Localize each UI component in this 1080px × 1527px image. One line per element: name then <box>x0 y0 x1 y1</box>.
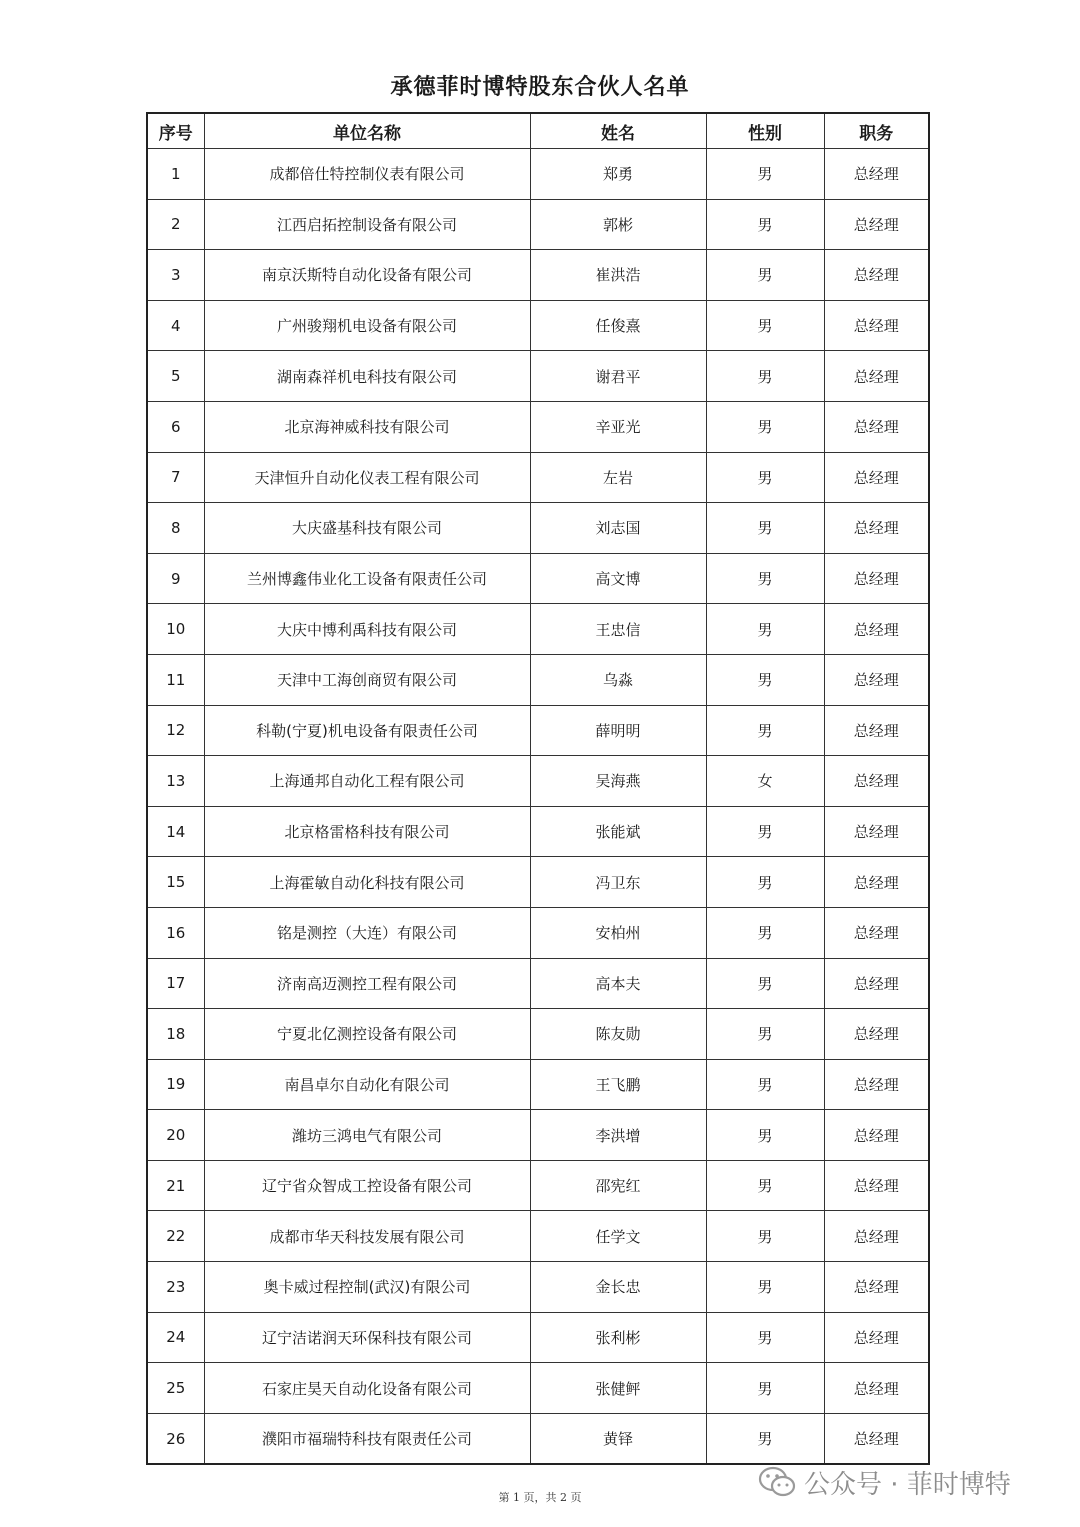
watermark-text: 公众号 · 菲时博特 <box>804 1469 1011 1500</box>
cell-position: 总经理 <box>824 1059 929 1110</box>
cell-name: 吴海燕 <box>530 756 706 807</box>
cell-company: 北京格雷格科技有限公司 <box>204 806 530 857</box>
cell-position: 总经理 <box>824 250 929 301</box>
cell-position: 总经理 <box>824 806 929 857</box>
cell-gender: 男 <box>706 250 824 301</box>
cell-position: 总经理 <box>824 654 929 705</box>
cell-company: 江西启拓控制设备有限公司 <box>204 199 530 250</box>
cell-gender: 男 <box>706 1211 824 1262</box>
cell-index: 22 <box>147 1211 204 1262</box>
table-row <box>147 1363 929 1414</box>
partner-table <box>146 112 930 1465</box>
cell-company: 辽宁省众智成工控设备有限公司 <box>204 1160 530 1211</box>
cell-position: 总经理 <box>824 907 929 958</box>
cell-position: 总经理 <box>824 452 929 503</box>
table-row <box>147 351 929 402</box>
cell-name: 金长忠 <box>530 1262 706 1313</box>
cell-index: 18 <box>147 1009 204 1060</box>
cell-gender: 女 <box>706 756 824 807</box>
cell-company: 奥卡威过程控制(武汉)有限公司 <box>204 1262 530 1313</box>
cell-name: 黄铎 <box>530 1413 706 1464</box>
table-row <box>147 958 929 1009</box>
cell-name: 郭彬 <box>530 199 706 250</box>
cell-position: 总经理 <box>824 705 929 756</box>
cell-name: 刘志国 <box>530 503 706 554</box>
document-title: 承德菲时博特股东合伙人名单 <box>390 75 690 100</box>
cell-name: 高文博 <box>530 553 706 604</box>
cell-index: 26 <box>147 1413 204 1464</box>
cell-name: 崔洪浩 <box>530 250 706 301</box>
cell-gender: 男 <box>706 1363 824 1414</box>
cell-gender: 男 <box>706 1262 824 1313</box>
cell-name: 任学文 <box>530 1211 706 1262</box>
cell-name: 薛明明 <box>530 705 706 756</box>
cell-company: 濮阳市福瑞特科技有限责任公司 <box>204 1413 530 1464</box>
cell-company: 天津中工海创商贸有限公司 <box>204 654 530 705</box>
table-row <box>147 604 929 655</box>
cell-company: 南昌卓尔自动化有限公司 <box>204 1059 530 1110</box>
cell-name: 辛亚光 <box>530 401 706 452</box>
cell-position: 总经理 <box>824 351 929 402</box>
cell-name: 安柏州 <box>530 907 706 958</box>
cell-name: 张健鲆 <box>530 1363 706 1414</box>
cell-company: 兰州博鑫伟业化工设备有限责任公司 <box>204 553 530 604</box>
cell-position: 总经理 <box>824 300 929 351</box>
cell-index: 14 <box>147 806 204 857</box>
cell-gender: 男 <box>706 351 824 402</box>
table-row <box>147 654 929 705</box>
cell-gender: 男 <box>706 452 824 503</box>
cell-name: 王飞鹏 <box>530 1059 706 1110</box>
cell-company: 大庆中博利禹科技有限公司 <box>204 604 530 655</box>
cell-company: 济南高迈测控工程有限公司 <box>204 958 530 1009</box>
cell-position: 总经理 <box>824 401 929 452</box>
cell-gender: 男 <box>706 149 824 200</box>
cell-company: 湖南森祥机电科技有限公司 <box>204 351 530 402</box>
cell-company: 潍坊三鸿电气有限公司 <box>204 1110 530 1161</box>
table-row <box>147 1413 929 1464</box>
cell-position: 总经理 <box>824 553 929 604</box>
cell-company: 铭是测控（大连）有限公司 <box>204 907 530 958</box>
cell-name: 张利彬 <box>530 1312 706 1363</box>
watermark <box>758 1462 1011 1502</box>
table-row <box>147 907 929 958</box>
cell-name: 邵宪红 <box>530 1160 706 1211</box>
cell-gender: 男 <box>706 199 824 250</box>
table-row <box>147 1009 929 1060</box>
cell-index: 3 <box>147 250 204 301</box>
cell-index: 4 <box>147 300 204 351</box>
cell-index: 7 <box>147 452 204 503</box>
cell-name: 陈友勋 <box>530 1009 706 1060</box>
header-company: 单位名称 <box>204 113 530 149</box>
cell-company: 北京海神威科技有限公司 <box>204 401 530 452</box>
table-row <box>147 199 929 250</box>
cell-name: 谢君平 <box>530 351 706 402</box>
cell-gender: 男 <box>706 958 824 1009</box>
table-row <box>147 452 929 503</box>
table-row <box>147 300 929 351</box>
cell-gender: 男 <box>706 604 824 655</box>
table-row <box>147 806 929 857</box>
table-row <box>147 756 929 807</box>
table-row <box>147 1262 929 1313</box>
cell-name: 任俊熹 <box>530 300 706 351</box>
cell-position: 总经理 <box>824 857 929 908</box>
cell-gender: 男 <box>706 553 824 604</box>
wechat-icon <box>758 1466 796 1498</box>
table-body <box>147 149 929 1465</box>
cell-position: 总经理 <box>824 1413 929 1464</box>
cell-gender: 男 <box>706 857 824 908</box>
cell-name: 冯卫东 <box>530 857 706 908</box>
cell-position: 总经理 <box>824 1110 929 1161</box>
cell-name: 张能斌 <box>530 806 706 857</box>
cell-position: 总经理 <box>824 199 929 250</box>
cell-company: 天津恒升自动化仪表工程有限公司 <box>204 452 530 503</box>
cell-company: 成都市华天科技发展有限公司 <box>204 1211 530 1262</box>
table-row <box>147 1160 929 1211</box>
cell-index: 11 <box>147 654 204 705</box>
cell-gender: 男 <box>706 1413 824 1464</box>
cell-company: 上海霍敏自动化科技有限公司 <box>204 857 530 908</box>
cell-gender: 男 <box>706 1312 824 1363</box>
cell-position: 总经理 <box>824 958 929 1009</box>
table-row <box>147 553 929 604</box>
cell-position: 总经理 <box>824 1009 929 1060</box>
table-row <box>147 250 929 301</box>
cell-name: 左岩 <box>530 452 706 503</box>
cell-position: 总经理 <box>824 756 929 807</box>
table-row <box>147 401 929 452</box>
header-gender: 性别 <box>706 113 824 149</box>
table-row <box>147 1211 929 1262</box>
header-name: 姓名 <box>530 113 706 149</box>
cell-index: 13 <box>147 756 204 807</box>
table-row <box>147 149 929 200</box>
cell-position: 总经理 <box>824 1160 929 1211</box>
cell-index: 25 <box>147 1363 204 1414</box>
cell-index: 10 <box>147 604 204 655</box>
cell-index: 24 <box>147 1312 204 1363</box>
cell-company: 石家庄昊天自动化设备有限公司 <box>204 1363 530 1414</box>
cell-index: 20 <box>147 1110 204 1161</box>
cell-index: 6 <box>147 401 204 452</box>
table-header-row <box>147 113 929 149</box>
cell-index: 23 <box>147 1262 204 1313</box>
cell-position: 总经理 <box>824 604 929 655</box>
cell-name: 高本夫 <box>530 958 706 1009</box>
cell-index: 16 <box>147 907 204 958</box>
table-row <box>147 1059 929 1110</box>
table-row <box>147 1312 929 1363</box>
cell-position: 总经理 <box>824 1363 929 1414</box>
header-index: 序号 <box>147 113 204 149</box>
cell-company: 辽宁洁诺润天环保科技有限公司 <box>204 1312 530 1363</box>
cell-gender: 男 <box>706 705 824 756</box>
cell-name: 李洪增 <box>530 1110 706 1161</box>
cell-position: 总经理 <box>824 1211 929 1262</box>
cell-gender: 男 <box>706 806 824 857</box>
cell-index: 8 <box>147 503 204 554</box>
table-row <box>147 705 929 756</box>
cell-index: 5 <box>147 351 204 402</box>
cell-company: 大庆盛基科技有限公司 <box>204 503 530 554</box>
page-footer: 第 1 页，共 2 页 <box>498 1491 582 1504</box>
table-row <box>147 1110 929 1161</box>
cell-gender: 男 <box>706 300 824 351</box>
cell-gender: 男 <box>706 654 824 705</box>
cell-gender: 男 <box>706 1110 824 1161</box>
header-position: 职务 <box>824 113 929 149</box>
cell-index: 12 <box>147 705 204 756</box>
cell-index: 1 <box>147 149 204 200</box>
cell-name: 王忠信 <box>530 604 706 655</box>
cell-position: 总经理 <box>824 1312 929 1363</box>
cell-gender: 男 <box>706 907 824 958</box>
cell-gender: 男 <box>706 401 824 452</box>
cell-company: 广州骏翔机电设备有限公司 <box>204 300 530 351</box>
table-row <box>147 857 929 908</box>
cell-index: 9 <box>147 553 204 604</box>
cell-index: 2 <box>147 199 204 250</box>
cell-company: 成都倍仕特控制仪表有限公司 <box>204 149 530 200</box>
cell-position: 总经理 <box>824 503 929 554</box>
cell-index: 21 <box>147 1160 204 1211</box>
cell-gender: 男 <box>706 1160 824 1211</box>
cell-company: 科勒(宁夏)机电设备有限责任公司 <box>204 705 530 756</box>
cell-gender: 男 <box>706 503 824 554</box>
table-row <box>147 503 929 554</box>
cell-position: 总经理 <box>824 1262 929 1313</box>
cell-name: 乌淼 <box>530 654 706 705</box>
cell-gender: 男 <box>706 1009 824 1060</box>
cell-index: 15 <box>147 857 204 908</box>
cell-company: 南京沃斯特自动化设备有限公司 <box>204 250 530 301</box>
cell-index: 17 <box>147 958 204 1009</box>
cell-index: 19 <box>147 1059 204 1110</box>
cell-position: 总经理 <box>824 149 929 200</box>
cell-company: 上海通邦自动化工程有限公司 <box>204 756 530 807</box>
cell-name: 郑勇 <box>530 149 706 200</box>
cell-gender: 男 <box>706 1059 824 1110</box>
cell-company: 宁夏北亿测控设备有限公司 <box>204 1009 530 1060</box>
